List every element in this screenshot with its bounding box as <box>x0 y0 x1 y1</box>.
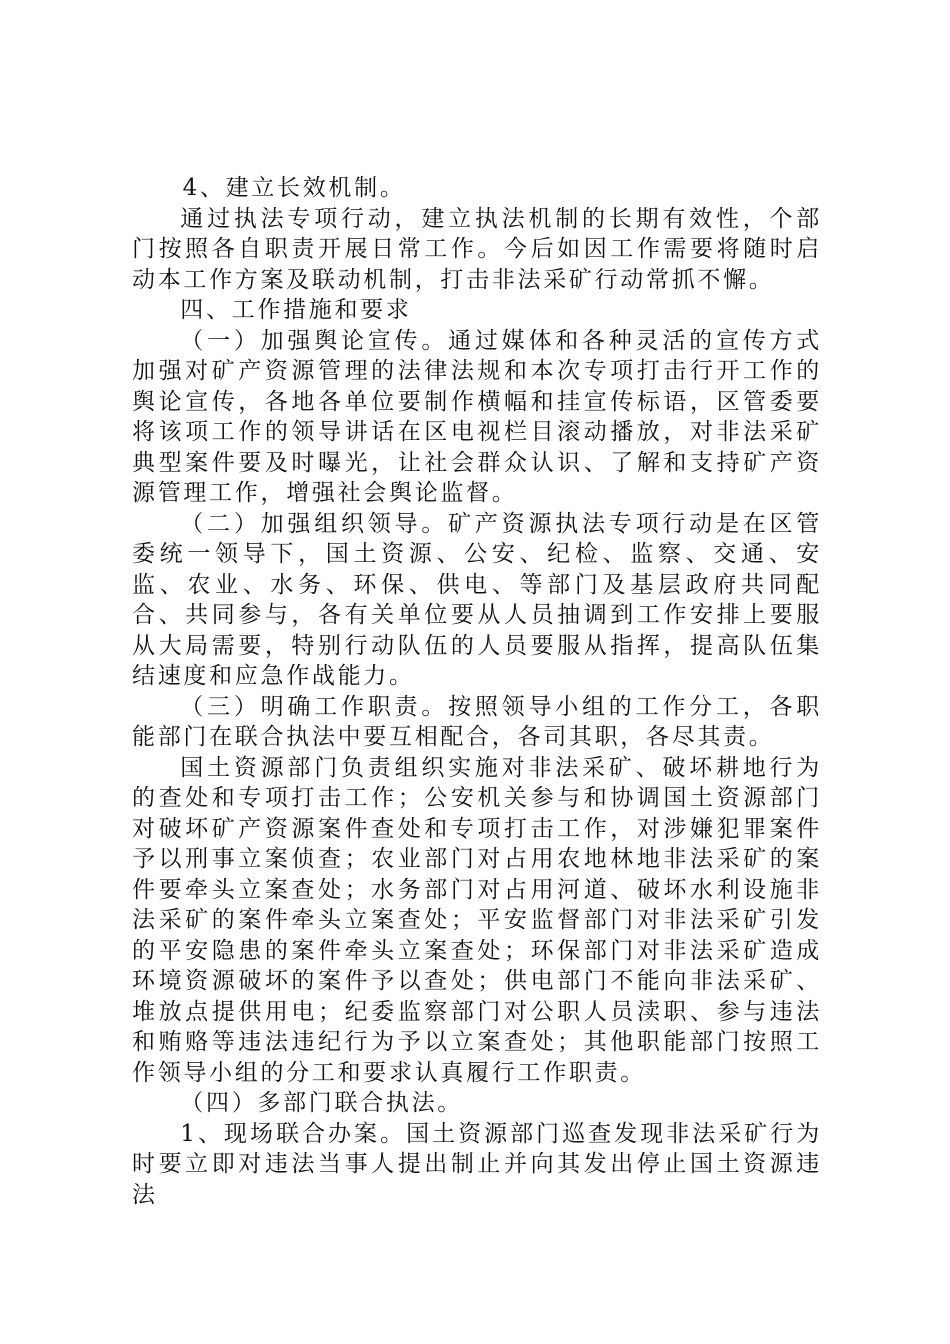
section-heading-measures: 四、工作措施和要求 <box>180 297 412 323</box>
paragraph-mechanism-body: 通过执法专项行动，建立执法机制的长期有效性，个部门按照各自职责开展日常工作。今后如因工作需要将随时启动本工作方案及联动机制，打击非法采矿行动常抓不懈。 <box>132 205 822 293</box>
document-body <box>132 173 822 1210</box>
paragraph-heading-4: 4、建立长效机制。 <box>182 175 406 201</box>
paragraph-responsibilities: （三）明确工作职责。按照领导小组的工作分工，各职能部门在联合执法中要互相配合，各司其职，各尽其责。 <box>132 693 822 750</box>
paragraph-leadership: （二）加强组织领导。矿产资源执法专项行动是在区管委统一领导下，国土资源、公安、纪检、监察、交通、安监、农业、水务、环保、供电、等部门及基层政府共同配合、共同参与，各有关单位要从人员抽调到工作安排上要服从大局需要，特别行动队伍的人员要服从指挥，提高队伍集结速度和应急作战能力。 <box>132 510 822 689</box>
paragraph-publicity: （一）加强舆论宣传。通过媒体和各种灵活的宣传方式加强对矿产资源管理的法律法规和本次专项打击行开工作的舆论宣传，各地各单位要制作横幅和挂宣传标语，区管委要将该项工作的领导讲话在区电视栏目滚动播放，对非法采矿典型案件要及时曝光，让社会群众认识、了解和支持矿产资源管理工作，增强社会舆论监督。 <box>132 327 822 506</box>
paragraph-onsite-case: 1、现场联合办案。国土资源部门巡查发现非法采矿行为时要立即对违法当事人提出制止并向其发出停止国土资源违法 <box>132 1120 822 1208</box>
paragraph-joint-enforcement: （四）多部门联合执法。 <box>180 1090 463 1116</box>
paragraph-department-duties: 国土资源部门负责组织实施对非法采矿、破坏耕地行为的查处和专项打击工作；公安机关参与和协调国土资源部门对破坏矿产资源案件查处和专项打击工作，对涉嫌犯罪案件予以刑事立案侦查；农业部门对占用农地林地非法采矿的案件要牵头立案查处；水务部门对占用河道、破坏水利设施非法采矿的案件牵头立案查处；平安监督部门对非法采矿引发的平安隐患的案件牵头立案查处；环保部门对非法采矿造成环境资源破坏的案件予以查处；供电部门不能向非法采矿、堆放点提供用电；纪委监察部门对公职人员渎职、参与违法和贿赂等违法违纪行为予以立案查处；其他职能部门按照工作领导小组的分工和要求认真履行工作职责。 <box>132 754 822 1086</box>
